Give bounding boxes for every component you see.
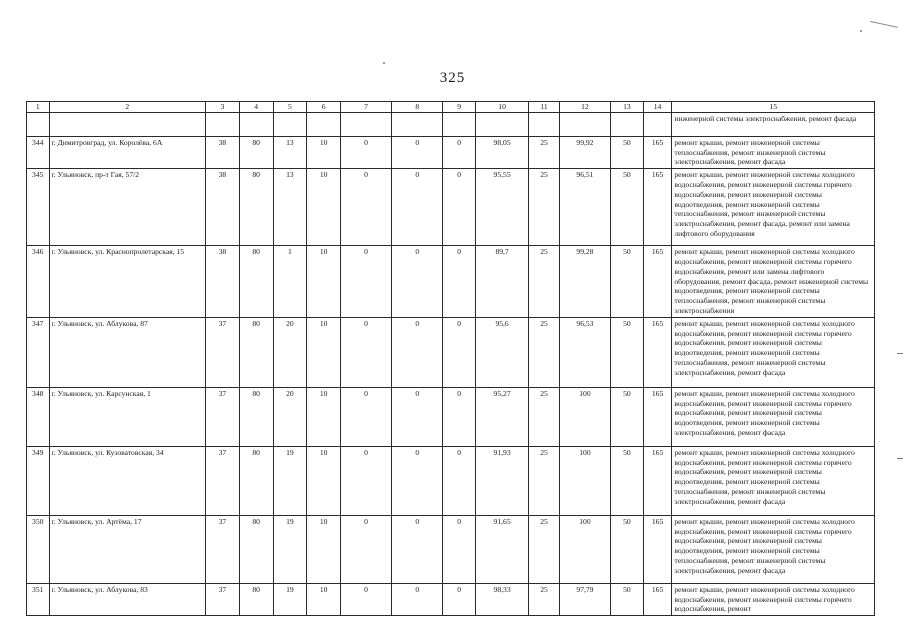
value-cell: 50 bbox=[611, 136, 644, 168]
address-cell: г. Ульяновск, ул. Карсунская, 1 bbox=[49, 387, 206, 446]
value-cell: 0 bbox=[392, 515, 443, 583]
row-number-cell bbox=[27, 112, 50, 136]
value-cell: 95,55 bbox=[476, 169, 529, 246]
value-cell: 50 bbox=[611, 446, 644, 515]
value-cell: 50 bbox=[611, 169, 644, 246]
value-cell bbox=[529, 112, 560, 136]
works-cell: ремонт крыши, ремонт инженерной системы холодного водоснабжения, ремонт инженерной системы горячего водоснабжения, ремонт инженерной системы водоотведения, ремонт инженерной системы электроснабжения, ремонт фасада bbox=[672, 387, 875, 446]
row-number-cell: 347 bbox=[27, 317, 50, 387]
value-cell: 13 bbox=[273, 136, 307, 168]
value-cell: 10 bbox=[307, 446, 341, 515]
table-row bbox=[27, 246, 875, 318]
table-row bbox=[27, 446, 875, 515]
value-cell: 0 bbox=[341, 446, 392, 515]
value-cell: 25 bbox=[529, 583, 560, 615]
value-cell: 0 bbox=[392, 246, 443, 318]
value-cell: 0 bbox=[443, 583, 476, 615]
value-cell: 80 bbox=[239, 583, 273, 615]
value-cell: 0 bbox=[341, 387, 392, 446]
value-cell: 0 bbox=[341, 169, 392, 246]
value-cell: 0 bbox=[443, 446, 476, 515]
value-cell: 0 bbox=[392, 583, 443, 615]
value-cell: 37 bbox=[206, 583, 240, 615]
value-cell bbox=[643, 112, 672, 136]
value-cell: 165 bbox=[643, 136, 672, 168]
value-cell: 38 bbox=[206, 246, 240, 318]
works-cell: ремонт крыши, ремонт инженерной системы холодного водоснабжения, ремонт инженерной системы горячего водоснабжения, ремонт инженерной системы водоотведения, ремонт инженерной системы теплоснабжения, ремонт инженерной системы электроснабжения, ремонт фасада, ремонт или замена лифтового оборудования bbox=[672, 169, 875, 246]
value-cell: 165 bbox=[643, 583, 672, 615]
value-cell: 100 bbox=[559, 446, 610, 515]
value-cell: 37 bbox=[206, 446, 240, 515]
value-cell: 10 bbox=[307, 515, 341, 583]
value-cell: 10 bbox=[307, 169, 341, 246]
value-cell bbox=[559, 112, 610, 136]
value-cell: 0 bbox=[341, 515, 392, 583]
column-number: 15 bbox=[672, 102, 875, 113]
value-cell: 0 bbox=[392, 169, 443, 246]
scan-corner-mark bbox=[870, 11, 900, 28]
value-cell: 0 bbox=[443, 169, 476, 246]
value-cell: 80 bbox=[239, 169, 273, 246]
value-cell: 80 bbox=[239, 387, 273, 446]
table-row bbox=[27, 317, 875, 387]
value-cell: 165 bbox=[643, 387, 672, 446]
value-cell: 37 bbox=[206, 515, 240, 583]
value-cell: 50 bbox=[611, 246, 644, 318]
value-cell: 91,93 bbox=[476, 446, 529, 515]
value-cell: 25 bbox=[529, 317, 560, 387]
table-row bbox=[27, 387, 875, 446]
value-cell: 0 bbox=[443, 515, 476, 583]
value-cell: 165 bbox=[643, 246, 672, 318]
value-cell: 96,53 bbox=[559, 317, 610, 387]
value-cell: 10 bbox=[307, 136, 341, 168]
row-number-cell: 346 bbox=[27, 246, 50, 318]
address-cell: г. Ульяновск, ул. Краснопролетарская, 15 bbox=[49, 246, 206, 318]
row-number-cell: 344 bbox=[27, 136, 50, 168]
value-cell: 99,92 bbox=[559, 136, 610, 168]
value-cell: 100 bbox=[559, 515, 610, 583]
value-cell: 20 bbox=[273, 387, 307, 446]
value-cell: 0 bbox=[443, 317, 476, 387]
value-cell: 80 bbox=[239, 246, 273, 318]
value-cell: 95,27 bbox=[476, 387, 529, 446]
value-cell: 20 bbox=[273, 317, 307, 387]
value-cell: 13 bbox=[273, 169, 307, 246]
column-number: 3 bbox=[206, 102, 240, 113]
value-cell: 99,28 bbox=[559, 246, 610, 318]
works-cell: ремонт крыши, ремонт инженерной системы холодного водоснабжения, ремонт инженерной системы горячего водоснабжения, ремонт bbox=[672, 583, 875, 615]
value-cell: 10 bbox=[307, 387, 341, 446]
table-row bbox=[27, 169, 875, 246]
value-cell bbox=[239, 112, 273, 136]
address-cell: г. Ульяновск, ул. Артёма, 17 bbox=[49, 515, 206, 583]
column-number: 2 bbox=[49, 102, 206, 113]
column-number: 13 bbox=[611, 102, 644, 113]
value-cell: 95,6 bbox=[476, 317, 529, 387]
column-number: 12 bbox=[559, 102, 610, 113]
column-number-row bbox=[27, 102, 875, 113]
value-cell: 19 bbox=[273, 583, 307, 615]
value-cell: 0 bbox=[392, 317, 443, 387]
address-cell bbox=[49, 112, 206, 136]
value-cell: 25 bbox=[529, 169, 560, 246]
value-cell: 25 bbox=[529, 136, 560, 168]
value-cell: 89,7 bbox=[476, 246, 529, 318]
value-cell bbox=[611, 112, 644, 136]
scan-speck bbox=[383, 62, 385, 64]
scan-edge-mark bbox=[897, 353, 903, 354]
value-cell: 98,33 bbox=[476, 583, 529, 615]
works-cell: ремонт крыши, ремонт инженерной системы теплоснабжения, ремонт инженерной системы электроснабжения, ремонт фасада bbox=[672, 136, 875, 168]
value-cell: 0 bbox=[443, 136, 476, 168]
value-cell: 10 bbox=[307, 246, 341, 318]
column-number: 4 bbox=[239, 102, 273, 113]
value-cell: 19 bbox=[273, 446, 307, 515]
value-cell: 165 bbox=[643, 169, 672, 246]
value-cell: 38 bbox=[206, 136, 240, 168]
row-number-cell: 345 bbox=[27, 169, 50, 246]
value-cell: 80 bbox=[239, 446, 273, 515]
row-number-cell: 350 bbox=[27, 515, 50, 583]
value-cell: 0 bbox=[341, 583, 392, 615]
value-cell: 10 bbox=[307, 583, 341, 615]
value-cell: 98,05 bbox=[476, 136, 529, 168]
scan-speck bbox=[860, 30, 862, 32]
value-cell: 80 bbox=[239, 515, 273, 583]
value-cell: 37 bbox=[206, 387, 240, 446]
value-cell bbox=[206, 112, 240, 136]
row-number-cell: 351 bbox=[27, 583, 50, 615]
value-cell: 0 bbox=[443, 246, 476, 318]
address-cell: г. Ульяновск, ул. Аблукова, 83 bbox=[49, 583, 206, 615]
value-cell: 165 bbox=[643, 317, 672, 387]
column-number: 5 bbox=[273, 102, 307, 113]
value-cell: 165 bbox=[643, 446, 672, 515]
row-number-cell: 348 bbox=[27, 387, 50, 446]
value-cell: 25 bbox=[529, 387, 560, 446]
value-cell: 80 bbox=[239, 136, 273, 168]
value-cell: 0 bbox=[392, 136, 443, 168]
column-number: 8 bbox=[392, 102, 443, 113]
table-row bbox=[27, 583, 875, 615]
value-cell: 100 bbox=[559, 387, 610, 446]
value-cell bbox=[273, 112, 307, 136]
value-cell bbox=[307, 112, 341, 136]
value-cell: 0 bbox=[392, 446, 443, 515]
value-cell: 0 bbox=[443, 387, 476, 446]
address-cell: г. Ульяновск, ул. Аблукова, 87 bbox=[49, 317, 206, 387]
value-cell bbox=[341, 112, 392, 136]
value-cell: 25 bbox=[529, 515, 560, 583]
value-cell: 80 bbox=[239, 317, 273, 387]
value-cell: 96,51 bbox=[559, 169, 610, 246]
row-number-cell: 349 bbox=[27, 446, 50, 515]
column-number: 1 bbox=[27, 102, 50, 113]
value-cell bbox=[443, 112, 476, 136]
address-cell: г. Ульяновск, пр-т Гая, 57/2 bbox=[49, 169, 206, 246]
value-cell: 38 bbox=[206, 169, 240, 246]
value-cell: 91,65 bbox=[476, 515, 529, 583]
repair-program-table bbox=[26, 101, 875, 616]
value-cell: 37 bbox=[206, 317, 240, 387]
page-number: 325 bbox=[439, 70, 466, 86]
works-cell: инженерной системы электроснабжения, ремонт фасада bbox=[672, 112, 875, 136]
table-row bbox=[27, 515, 875, 583]
column-number: 11 bbox=[529, 102, 560, 113]
table-row bbox=[27, 136, 875, 168]
table-body bbox=[27, 112, 875, 615]
works-cell: ремонт крыши, ремонт инженерной системы холодного водоснабжения, ремонт инженерной системы горячего водоснабжения, ремонт инженерной системы водоотведения, ремонт инженерной системы теплоснабжения, ремонт инженерной системы электроснабжения, ремонт фасада bbox=[672, 317, 875, 387]
works-cell: ремонт крыши, ремонт инженерной системы холодного водоснабжения, ремонт инженерной системы горячего водоснабжения, ремонт инженерной системы водоотведения, ремонт инженерной системы теплоснабжения, ремонт инженерной системы электроснабжения, ремонт фасада bbox=[672, 515, 875, 583]
value-cell: 0 bbox=[341, 136, 392, 168]
value-cell: 50 bbox=[611, 515, 644, 583]
value-cell: 1 bbox=[273, 246, 307, 318]
value-cell: 97,79 bbox=[559, 583, 610, 615]
value-cell bbox=[392, 112, 443, 136]
column-number: 9 bbox=[443, 102, 476, 113]
column-number: 7 bbox=[341, 102, 392, 113]
value-cell: 50 bbox=[611, 583, 644, 615]
table-row bbox=[27, 112, 875, 136]
value-cell: 50 bbox=[611, 387, 644, 446]
value-cell: 25 bbox=[529, 446, 560, 515]
value-cell: 0 bbox=[341, 317, 392, 387]
value-cell: 0 bbox=[392, 387, 443, 446]
column-number: 10 bbox=[476, 102, 529, 113]
address-cell: г. Ульяновск, ул. Кузоватовская, 34 bbox=[49, 446, 206, 515]
column-number: 14 bbox=[643, 102, 672, 113]
scan-edge-mark bbox=[897, 458, 903, 459]
works-cell: ремонт крыши, ремонт инженерной системы холодного водоснабжения, ремонт инженерной системы горячего водоснабжения, ремонт или замена лифтового оборудования, ремонт фасада, ремонт инженерной системы водоотведения, ремонт инженерной системы теплоснабжения, ремонт инженерной системы электроснабжения bbox=[672, 246, 875, 318]
column-number: 6 bbox=[307, 102, 341, 113]
value-cell: 165 bbox=[643, 515, 672, 583]
value-cell: 0 bbox=[341, 246, 392, 318]
value-cell bbox=[476, 112, 529, 136]
value-cell: 10 bbox=[307, 317, 341, 387]
works-cell: ремонт крыши, ремонт инженерной системы холодного водоснабжения, ремонт инженерной системы горячего водоснабжения, ремонт инженерной системы водоотведения, ремонт инженерной системы теплоснабжения, ремонт инженерной системы электроснабжения, ремонт фасада bbox=[672, 446, 875, 515]
value-cell: 19 bbox=[273, 515, 307, 583]
address-cell: г. Димитровград, ул. Королёва, 6А bbox=[49, 136, 206, 168]
value-cell: 50 bbox=[611, 317, 644, 387]
value-cell: 25 bbox=[529, 246, 560, 318]
